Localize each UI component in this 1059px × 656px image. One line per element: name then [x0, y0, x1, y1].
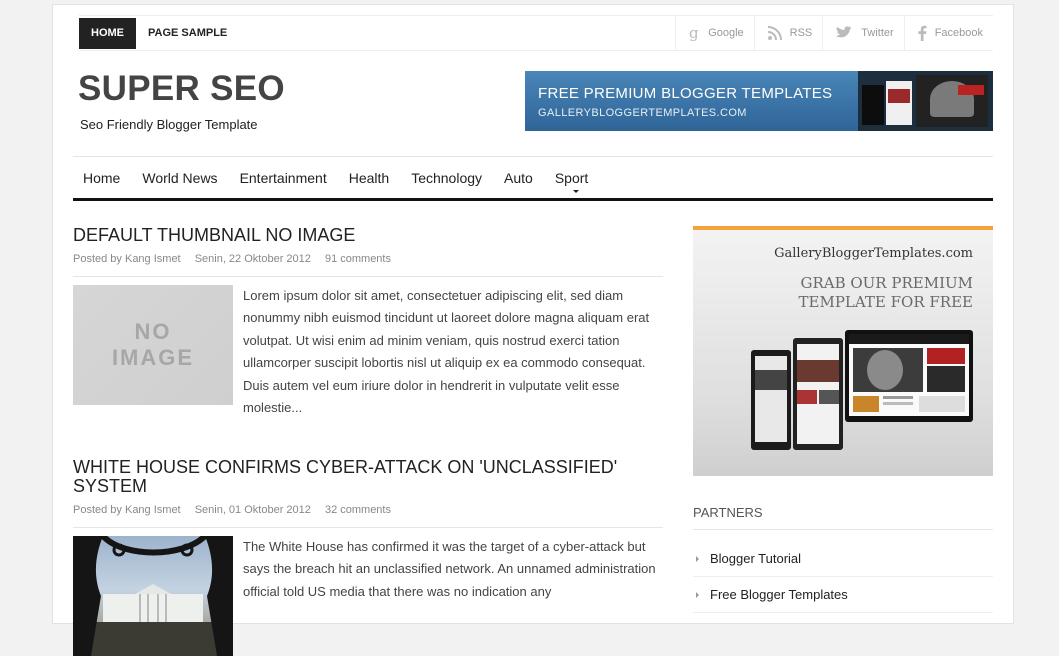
- white-house-photo: [73, 536, 233, 656]
- promo-site-name: GalleryBloggerTemplates.com: [774, 246, 973, 261]
- svg-text:g: g: [689, 25, 699, 41]
- post-body: [73, 536, 663, 656]
- nav-entertainment-label: Entertainment: [239, 170, 327, 186]
- social-facebook-link[interactable]: [904, 16, 993, 50]
- facebook-icon: [917, 25, 927, 41]
- no-image-text-line2: IMAGE: [111, 345, 195, 370]
- social-links: [675, 16, 993, 50]
- topnav-home-link[interactable]: HOME: [79, 18, 136, 49]
- post-meta: [73, 504, 663, 528]
- top-nav: [79, 18, 239, 49]
- promo-devices-image: [743, 330, 973, 460]
- dropdown-caret-icon: [573, 190, 579, 193]
- nav-sport[interactable]: [545, 157, 600, 199]
- social-facebook-label: Facebook: [934, 27, 983, 39]
- partner-label: Free Blogger Templates: [710, 587, 848, 602]
- partners-widget-title: PARTNERS: [693, 505, 993, 530]
- nav-home-label: Home: [83, 170, 121, 186]
- twitter-icon: [835, 26, 853, 40]
- social-google-label: Google: [708, 27, 744, 39]
- partner-label: Blogger Tutorial: [710, 551, 802, 566]
- social-twitter-label: Twitter: [861, 27, 894, 39]
- banner-url: GALLERYBLOGGERTEMPLATES.COM: [538, 107, 747, 119]
- google-icon: [688, 25, 700, 41]
- partners-list: [693, 541, 993, 613]
- banner-screenshots-image: [858, 71, 993, 131]
- nav-home[interactable]: [73, 157, 132, 199]
- post-thumbnail[interactable]: [73, 285, 233, 405]
- post-author[interactable]: Posted by Kang Ismet: [73, 504, 181, 516]
- nav-technology[interactable]: [401, 157, 494, 199]
- social-google-link[interactable]: [675, 16, 753, 50]
- nav-world-news[interactable]: [132, 157, 229, 199]
- nav-sport-label: Sport: [554, 170, 589, 186]
- main-nav: [73, 156, 993, 201]
- post-comments-link[interactable]: 91 comments: [324, 253, 391, 265]
- site-title[interactable]: SUPER SEO: [78, 69, 285, 108]
- no-image-text-line1: NO: [134, 319, 172, 344]
- post-item: [73, 458, 663, 656]
- post-body: [73, 285, 663, 419]
- post-excerpt: Lorem ipsum dolor sit amet, consectetuer adipiscing elit, sed diam nonummy nibh euismod tincidunt ut laoreet dolore magna aliquam erat volutpat. Ut wisi enim ad minim veniam, quis nostrud exerci tation ullamcorper suscipit lobortis nisl ut aliquip ex ea commodo consequat. Duis autem vel eum iriure dolor in hendrerit in vulputate velit esse molestie...: [243, 288, 650, 416]
- post-item: [73, 226, 663, 419]
- post-excerpt: The White House has confirmed it was the target of a cyber-attack but says the breach hit an unclassified network. An unnamed administration official told US media that there was no indication any: [243, 539, 656, 599]
- post-title-link[interactable]: DEFAULT THUMBNAIL NO IMAGE: [73, 225, 356, 245]
- post-thumbnail[interactable]: [73, 536, 233, 656]
- nav-auto[interactable]: [494, 157, 545, 199]
- social-twitter-link[interactable]: [822, 16, 903, 50]
- promo-color-strip: [693, 226, 993, 230]
- nav-health-label: Health: [348, 170, 390, 186]
- promo-headline: GRAB OUR PREMIUM TEMPLATE FOR FREE: [798, 274, 973, 311]
- social-rss-link[interactable]: [754, 16, 823, 50]
- post-author[interactable]: Posted by Kang Ismet: [73, 253, 181, 265]
- nav-technology-label: Technology: [411, 170, 483, 186]
- page-container: [52, 4, 1014, 624]
- post-comments-link[interactable]: 32 comments: [324, 504, 391, 516]
- header-banner-ad[interactable]: [525, 71, 993, 131]
- partner-link-blogger-tutorial[interactable]: [693, 541, 993, 577]
- post-title-link[interactable]: WHITE HOUSE CONFIRMS CYBER-ATTACK ON 'UNCLASSIFIED' SYSTEM: [73, 457, 618, 496]
- post-date[interactable]: Senin, 01 Oktober 2012: [194, 504, 311, 516]
- partner-link-free-blogger-templates[interactable]: [693, 577, 993, 613]
- rss-icon: [767, 26, 782, 41]
- site-description: Seo Friendly Blogger Template: [80, 117, 258, 132]
- social-rss-label: RSS: [789, 27, 813, 39]
- nav-world-news-label: World News: [142, 170, 218, 186]
- nav-health[interactable]: [339, 157, 401, 199]
- nav-auto-label: Auto: [504, 170, 533, 186]
- nav-entertainment[interactable]: [230, 157, 339, 199]
- banner-headline: FREE PREMIUM BLOGGER TEMPLATES: [538, 85, 833, 102]
- post-meta: [73, 253, 663, 277]
- topnav-page-sample-link[interactable]: PAGE SAMPLE: [148, 27, 228, 39]
- post-date[interactable]: Senin, 22 Oktober 2012: [194, 253, 311, 265]
- top-bar: [79, 15, 993, 51]
- sidebar-promo-ad[interactable]: [693, 226, 993, 476]
